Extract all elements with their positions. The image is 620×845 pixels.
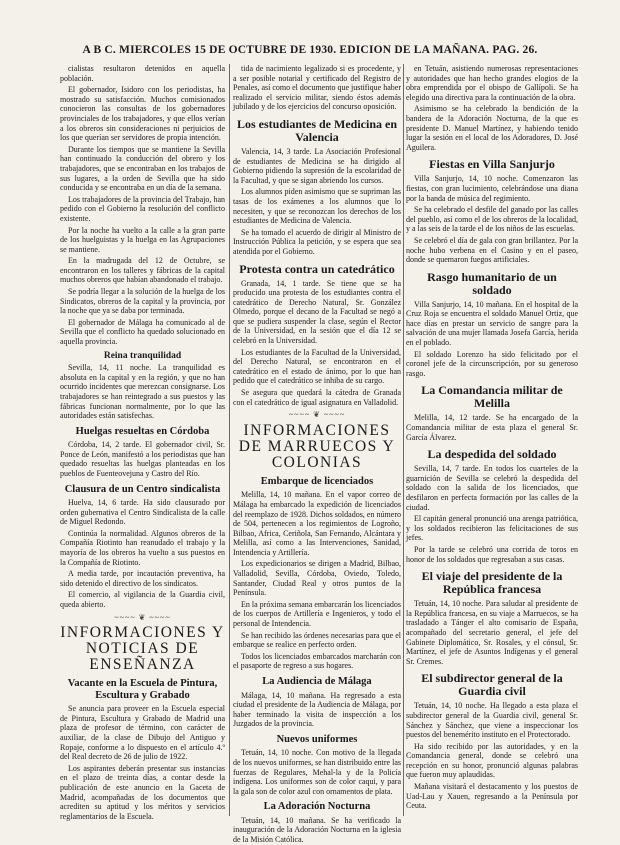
headline-protesta-catedratico: Protesta contra un catedrático bbox=[239, 261, 395, 276]
paragraph: El gobernador de Málaga ha comunicado al de Sevilla que el conflicto ha quedado solucionado en aquella provincia. bbox=[60, 317, 225, 347]
paragraph: Tetuán, 14, 10 noche. Para saludar al presidente de la República francesa, en su viaje a Marruecos, se ha trasladado a Tánger el alto comisario de España, acompañado del secretario general, el jefe del Gabinete Diplomático, Sr. Rosales, y el cónsul, Sr. Martínez, el jefe de Asuntos Indígenas y el general Sr. Cremes. bbox=[406, 599, 578, 666]
paragraph: Los estudiantes de la Facultad de la Universidad, del Derecho Natural, se encontraron en el catedrático en el estado de ánimo, por lo que han pedido que el catedrático se inhiba de su cargo. bbox=[233, 347, 401, 386]
column-1 bbox=[60, 64, 225, 821]
paragraph: Los expedicionarios se dirigen a Madrid, Bilbao, Valladolid, Sevilla, Córdoba, Oviedo, Toledo, Santander, Ciudad Real y otros puntos de la Península. bbox=[233, 559, 401, 598]
paragraph: En la próxima semana embarcarán los licenciados de los cuerpos de Artillería e Ingenieros, y todo el personal de Intendencia. bbox=[233, 599, 401, 629]
paragraph: Granada, 14, 1 tarde. Se tiene que se ha producido una protesta de los estudiantes contra el catedrático de Derecho Natural, Sr. González Olmedo, porque el decano de la Facultad se negó a que se pudiera suspender la clase, según el Rector de la Universidad, en la sesión que el día 12 se celebró en la Universidad. bbox=[233, 278, 401, 346]
paragraph: Sevilla, 14, 11 noche. La tranquilidad es absoluta en la capital y en la región, y que no han ocurrido incidentes que merezcan consignarse. Los trabajadores se han reintegrado a sus puestos y las fábricas funcionan normalmente, por lo que las autoridades están satisfechas. bbox=[60, 363, 225, 421]
section-title-ensenanza: INFORMACIONES Y NOTICIAS DE ENSEÑANZA bbox=[60, 624, 225, 674]
paragraph: Villa Sanjurjo, 14, 10 noche. Comenzaron las fiestas, con gran lucimiento, celebrándose una diana por la banda de música del regimiento. bbox=[406, 174, 578, 203]
paragraph: Huelva, 14, 6 tarde. Ha sido clausurado por orden gubernativa el Centro Sindicalista de la calle de Miguel Redondo. bbox=[60, 498, 225, 527]
paragraph: Tetuán, 14, 10 noche. Con motivo de la llegada de los nuevos uniformes, se han distribuido entre las fuerzas de Regulares, Mehal-la y de la Policía indígena. Los uniformes son de color caqui, y para la gala son de color azul con ornamentos de plata. bbox=[233, 748, 401, 796]
paragraph: Se podría llegar a la solución de la huelga de los Sindicatos, obreros de la capital y la provincia, por la noche que ya se daba por terminada. bbox=[60, 287, 225, 316]
paragraph: Villa Sanjurjo, 14, 10 mañana. En el hospital de la Cruz Roja se encuentra el soldado Manuel Ortiz, que hace días en prestar un servicio de sangre para la salvación de una mujer llamada Josefa García, herida en el poblado. bbox=[406, 299, 578, 348]
headline-viaje-presidente: El viaje del presidente de la República francesa bbox=[421, 569, 563, 597]
paragraph: Todos los licenciados embarcados marcharán con el pasaporte de regreso a sus hogares. bbox=[233, 651, 401, 671]
paragraph: Por la noche ha vuelto a la calle a la gran parte de los huelguistas y la huelga en las Agrupaciones se mantiene. bbox=[60, 225, 225, 254]
headline-nuevos-uniformes: Nuevos uniformes bbox=[276, 733, 358, 745]
paragraph: Se ha tomado el acuerdo de dirigir al Ministro de Instrucción Pública la petición, y se espera que sea atendida por el Gobierno. bbox=[233, 227, 401, 256]
paragraph: Valencia, 14, 3 tarde. La Asociación Profesional de estudiantes de Medicina se ha dirigido al Gobierno pidiendo la supresión de la escolaridad de la Facultad, y que se sigan abriendo los cursos. bbox=[233, 146, 401, 185]
paragraph: Melilla, 14, 12 tarde. Se ha encargado de la Comandancia militar de esta plaza el general Sr. García Álvarez. bbox=[406, 413, 578, 442]
paragraph: Se celebró el día de gala con gran brillantez. Por la noche hubo verbena en el Casino y en el paseo, donde se quemaron fuegos artificiales. bbox=[406, 235, 578, 265]
paragraph: Se ha celebrado el desfile del ganado por las calles del pueblo, así como el de los obreros de la localidad, y a las seis de la tarde el de los niños de las escuelas. bbox=[406, 205, 578, 234]
paragraph: En la madrugada del 12 de Octubre, se encontraron en los talleres y fábricas de la capital muchos obreros que habían abandonado el trabajo. bbox=[60, 256, 225, 285]
paragraph: Durante los tiempos que se mantiene la Sevilla han continuado la conducción del obrero y los trabajadores, que se encontraban en los trabajos de sus lugares, a la orden de Sevilla que ha sido conducida y se encontraba en un día de la semana. bbox=[60, 144, 225, 193]
paragraph: tida de nacimiento legalizado si es procedente, y a ser posible notarial y certificado del Registro de Penales, así como el documento que justifique haber realizado el servicio militar, siendo éstos además jubilado y de los ejercicios del concurso oposición. bbox=[233, 64, 401, 112]
headline-embarque-licenciados: Embarque de licenciados bbox=[260, 475, 374, 487]
headline-huelgas-cordoba: Huelgas resueltas en Córdoba bbox=[75, 425, 210, 437]
ornament: ~~~~ ❦ ~~~~ bbox=[114, 612, 171, 622]
paragraph: El comercio, al vigilancia de la Guardia civil, queda abierto. bbox=[60, 590, 225, 609]
paragraph: Ha sido recibido por las autoridades, y en la Comandancia general, donde se celebró una recepción en su honor, pronunció algunas palabras que fueron muy aplaudidas. bbox=[406, 741, 578, 780]
paragraph: cialistas resultaron detenidos en aquella población. bbox=[60, 64, 225, 83]
paragraph: en Tetuán, asistiendo numerosas representaciones y autoridades que han hecho grandes elogios de la obra emprendida por el obispo de Gallípoli. Se ha elegido una directiva para la continuación de la obra. bbox=[406, 64, 578, 102]
column-rule bbox=[403, 64, 404, 816]
paragraph: Se han recibido las órdenes necesarias para que el embarque se realice en perfecto orden. bbox=[233, 630, 401, 650]
paragraph: Melilla, 14, 10 mañana. En el vapor correo de Málaga ha embarcado la expedición de licenciados del reemplazo de 1928. Dichos soldados, en número de 504, pertenecen a los regimientos de Logroño, Bilbao, Africa, Ceriñola, San Fernando, Alcántara y Melilla, así como a las Intervenciones, Sanidad, Intendencia y Artillería. bbox=[233, 490, 401, 557]
masthead: A B C. MIERCOLES 15 DE OCTUBRE DE 1930. EDICION DE LA MAÑANA. PAG. 26. bbox=[82, 44, 538, 56]
paragraph: A media tarde, por incautación preventiva, ha sido detenido el directivo de los sindicatos. bbox=[60, 569, 225, 588]
headline-rasgo-humanitario: Rasgo humanitario de un soldado bbox=[427, 269, 557, 297]
column-2 bbox=[233, 64, 401, 845]
headline-adoracion-nocturna: La Adoración Nocturna bbox=[263, 801, 371, 813]
paragraph: Córdoba, 14, 2 tarde. El gobernador civil, Sr. Ponce de León, manifestó a los periodistas que han quedado resueltas las huelgas planteadas en los pueblos de Fuenteovejuna y Castro del Río. bbox=[60, 440, 225, 478]
paragraph: Se asegura que quedará la cátedra de Granada con el catedrático de igual asignatura en Valladolid. bbox=[233, 388, 401, 407]
headline-comandancia-melilla: La Comandancia militar de Melilla bbox=[421, 383, 563, 411]
column-3 bbox=[406, 64, 578, 816]
paragraph: El gobernador, Isidoro con los periodistas, ha mostrado su satisfacción. Muchos comisionados conocieron las consultas de los gobernadores provinciales de los trabajadores, y que ellos verían a los obreros sin consideraciones ni perjuicios de los que querían ser servidores de propia intención. bbox=[60, 85, 225, 143]
paragraph: El soldado Lorenzo ha sido felicitado por el coronel jefe de la circunscripción, por su generoso rasgo. bbox=[406, 349, 578, 378]
headline-fiestas-villa-sanjurjo: Fiestas en Villa Sanjurjo bbox=[429, 157, 555, 172]
headline-reina-tranquilidad: Reina tranquilidad bbox=[103, 350, 182, 361]
paragraph: Mañana visitará el destacamento y los puestos de Uad-Lau y Xauen, regresando a la Península por Ceuta. bbox=[406, 782, 578, 811]
paragraph: Tetuán, 14, 10 noche. Ha llegado a esta plaza el subdirector general de la Guardia civil, general Sr. Sánchez y Sánchez, que viene a inspeccionar los puestos del benemérito instituto en el Protectorado. bbox=[406, 701, 578, 740]
paragraph: Los aspirantes deberán presentar sus instancias en el plazo de treinta días, a contar desde la publicación de este anuncio en la Gaceta de Madrid, acompañadas de los documentos que acrediten su aptitud y los méritos y servicios reglamentarios de la Escuela. bbox=[60, 763, 225, 821]
ornament: ~~~~ ❦ ~~~~ bbox=[288, 410, 346, 420]
headline-estudiantes-medicina: Los estudiantes de Medicina en Valencia bbox=[236, 116, 397, 144]
paragraph: Por la tarde se celebró una corrida de toros en honor de los soldados que regresaban a sus casas. bbox=[406, 544, 578, 564]
column-rule bbox=[229, 64, 230, 816]
headline-despedida-soldado: La despedida del soldado bbox=[427, 447, 557, 462]
headline-subdirector-guardia-civil: El subdirector general de la Guardia civil bbox=[421, 671, 563, 699]
paragraph: Asimismo se ha celebrado la bendición de la bandera de la Adoración Nocturna, de la que es presidente D. Manuel Martínez, y habiendo tenido lugar la sesión en el local de los Adoradores, D. José Aguilera. bbox=[406, 104, 578, 152]
section-title-marruecos: INFORMACIONES DE MARRUECOS Y COLONIAS bbox=[238, 421, 396, 471]
paragraph: Se anuncia para proveer en la Escuela especial de Pintura, Escultura y Grabado de Madrid una plaza de profesor de término, con carácter de auxiliar, de la clase de Dibujo del Antiguo y Ropaje, conforme a lo dispuesto en el artículo 4.º del Real decreto de 26 de julio de 1922. bbox=[60, 704, 225, 762]
paragraph: El capitán general pronunció una arenga patriótica, y los soldados recibieron las felicitaciones de sus jefes. bbox=[406, 514, 578, 543]
headline-vacante-escuela: Vacante en la Escuela de Pintura, Escultura y Grabado bbox=[67, 678, 218, 701]
headline-audiencia-malaga: La Audiencia de Málaga bbox=[262, 676, 372, 687]
paragraph: Málaga, 14, 10 mañana. Ha regresado a esta ciudad el presidente de la Audiencia de Málaga, por haber terminado la visita de inspección a los Juzgados de la provincia. bbox=[233, 690, 401, 729]
paragraph: Los trabajadores de la provincia del Trabajo, han pedido con el Gobierno la resolución del conflicto existente. bbox=[60, 194, 225, 223]
headline-clausura-centro: Clausura de un Centro sindicalista bbox=[64, 483, 221, 495]
paragraph: Los alumnos piden asimismo que se supriman las tasas de los exámenes a los alumnos que lo necesiten, y que se reconozcan los derechos de los estudiantes de Medicina de Valencia. bbox=[233, 187, 401, 226]
paragraph: Tetuán, 14, 10 mañana. Se ha verificado la inauguración de la Adoración Nocturna en la iglesia de la Misión Católica. bbox=[233, 815, 401, 845]
paragraph: Continúa la normalidad. Algunos obreros de la Compañía Riotinto han reanudado el trabajo y la mayoría de los obreros ha vuelto a sus puestos en la Compañía de Riotinto. bbox=[60, 528, 225, 567]
paragraph: Sevilla, 14, 7 tarde. En todos los cuarteles de la guarnición de Sevilla se celebró la despedida del soldado con la salida de los licenciados, que desfilaron en perfecta formación por las calles de la ciudad. bbox=[406, 464, 578, 512]
